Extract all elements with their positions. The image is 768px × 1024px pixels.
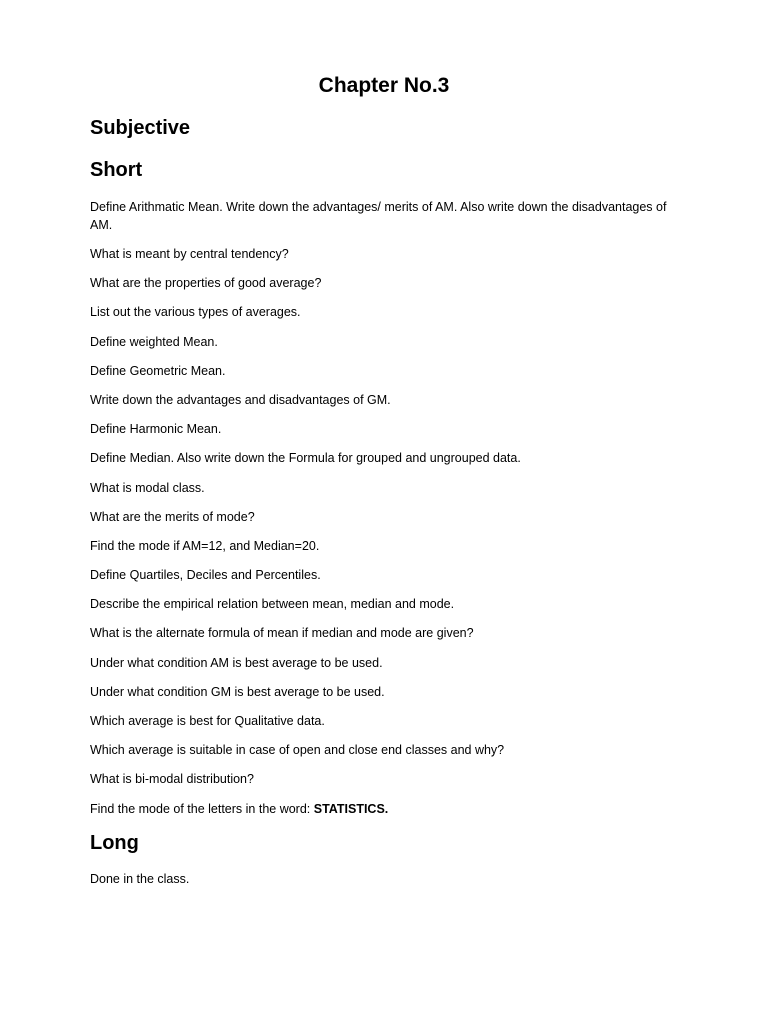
question-item: Under what condition AM is best average to be used. <box>90 655 383 670</box>
section-heading-subjective: Subjective <box>90 117 191 139</box>
section-heading-long: Long <box>90 832 139 854</box>
long-section-text: Done in the class. <box>90 872 190 886</box>
question-item: Define Quartiles, Deciles and Percentiles. <box>90 568 321 583</box>
question-item: Find the mode if AM=12, and Median=20. <box>90 538 320 553</box>
question-item: Define Median. Also write down the Formula for grouped and ungrouped data. <box>90 451 521 466</box>
question-item: What are the properties of good average? <box>90 276 322 291</box>
question-item: Under what condition GM is best average to be used. <box>90 684 385 699</box>
question-item: Which average is suitable in case of open and close end classes and why? <box>90 743 505 758</box>
question-item: Define Geometric Mean. <box>90 363 226 378</box>
section-heading-short: Short <box>90 159 143 181</box>
question-item: Define Arithmatic Mean. Write down the advantages/ merits of AM. Also write down the disadvantages of AM. <box>90 200 667 232</box>
question-item: Define weighted Mean. <box>90 334 218 349</box>
question-item: Define Harmonic Mean. <box>90 422 222 437</box>
question-item: What is the alternate formula of mean if median and mode are given? <box>90 626 474 641</box>
question-item: What are the merits of mode? <box>90 509 255 524</box>
question-item-last <box>90 800 680 818</box>
question-item: Which average is best for Qualitative data. <box>90 714 325 728</box>
question-item: What is bi-modal distribution? <box>90 772 254 787</box>
question-item: List out the various types of averages. <box>90 305 301 320</box>
question-text: Find the mode of the letters in the word: <box>90 801 314 816</box>
question-item: Write down the advantages and disadvantages of GM. <box>90 392 391 407</box>
question-item: Describe the empirical relation between mean, median and mode. <box>90 597 455 612</box>
chapter-title: Chapter No.3 <box>318 74 450 97</box>
question-item: What is meant by central tendency? <box>90 247 289 261</box>
short-question-list <box>90 198 680 829</box>
question-item: What is modal class. <box>90 480 205 495</box>
emphasized-word: STATISTICS. <box>313 801 389 816</box>
